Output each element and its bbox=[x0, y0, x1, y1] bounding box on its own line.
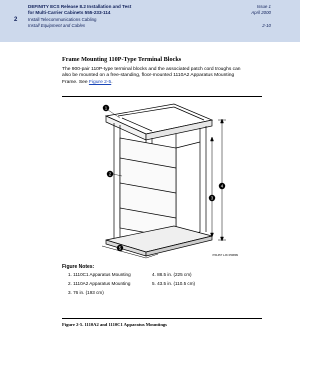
figure-note-4: 4. 88.5 in. (225 cm) bbox=[152, 272, 192, 277]
drawing-id: r761457 LJK 050899 bbox=[212, 253, 238, 257]
chapter-block bbox=[28, 17, 97, 28]
figure-link[interactable]: Figure 2-5 bbox=[88, 79, 112, 85]
figure-note-3: 3. 76 in. (193 cm) bbox=[68, 290, 104, 295]
mounting-frame bbox=[106, 104, 212, 256]
figure-note-1: 1. 1110C1 Apparatus Mounting bbox=[68, 272, 131, 277]
document-number: 555-233-114 bbox=[84, 9, 111, 15]
callout-5-label: 5 bbox=[118, 245, 122, 251]
paragraph-end: . bbox=[111, 79, 113, 85]
figure-notes-title: Figure Notes: bbox=[62, 264, 95, 270]
figure-caption: Figure 2-5. 1110A2 and 1110C1 Apparatus Mountings bbox=[62, 322, 167, 327]
document-title bbox=[28, 4, 131, 15]
section-name: Install Equipment and Cables bbox=[28, 22, 86, 28]
callout-4-icon bbox=[219, 183, 225, 189]
issue-date: April 2000 bbox=[251, 9, 271, 15]
title-line-2: for Multi-Carrier Cabinets bbox=[28, 9, 84, 15]
page-number: 2-10 bbox=[262, 23, 271, 28]
paragraph-text: The 900-pair 110P-type terminal blocks and the associated patch cord troughs can also be mounted on a free-standing, floor-mounted 1110A2 Apparatus Mounting Frame. See bbox=[62, 67, 241, 85]
callout-1-label: 1 bbox=[104, 105, 108, 111]
chapter-title: Install Telecommunications Cabling bbox=[28, 17, 97, 22]
issue-label: Issue 1 bbox=[256, 4, 271, 9]
chapter-number: 2 bbox=[14, 17, 18, 23]
callout-4-label: 4 bbox=[220, 183, 224, 189]
callout-5-icon bbox=[117, 245, 123, 251]
body-paragraph bbox=[62, 67, 247, 86]
figure-bottom-rule bbox=[62, 318, 262, 319]
figure-note-2: 2. 1110A2 Apparatus Mounting bbox=[68, 281, 131, 286]
section-heading: Frame Mounting 110P-Type Terminal Blocks bbox=[62, 56, 182, 63]
title-line-1: DEFINITY ECS Release 8.2 Installation and Test bbox=[28, 4, 132, 9]
figure-note-5: 5. 43.5 in. (110.5 cm) bbox=[152, 281, 196, 286]
apparatus-mounting-drawing bbox=[62, 98, 262, 260]
callout-3-icon bbox=[209, 195, 215, 201]
callout-3-label: 3 bbox=[210, 195, 214, 201]
callout-2-label: 2 bbox=[108, 171, 112, 177]
figure-top-rule bbox=[62, 96, 262, 97]
issue-block bbox=[251, 4, 271, 15]
